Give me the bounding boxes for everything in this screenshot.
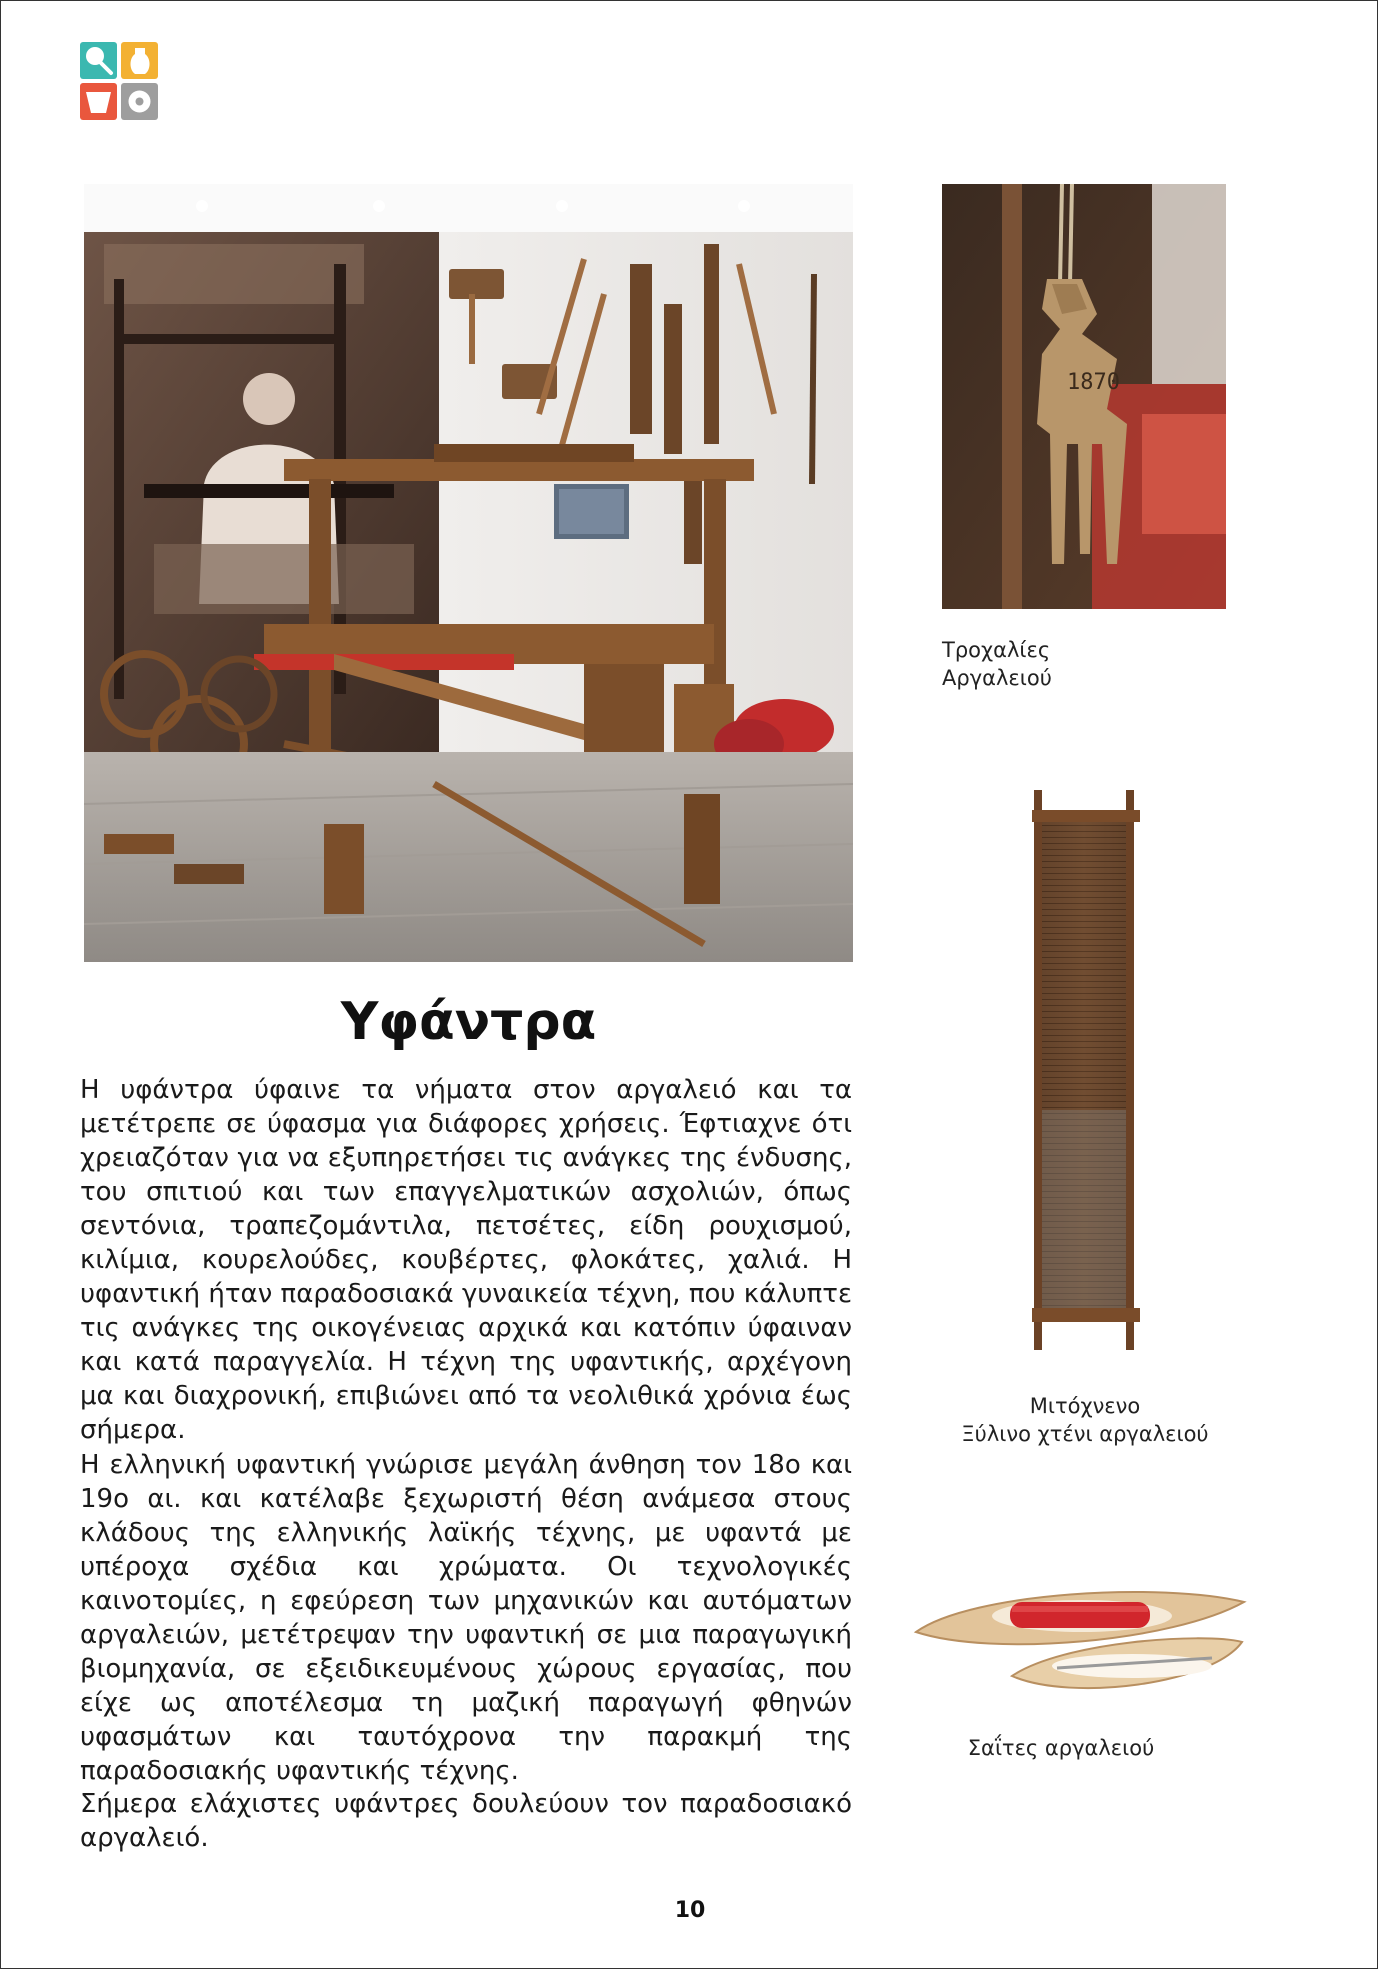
loom-shuttles-image <box>912 1572 1248 1712</box>
reed-caption <box>930 1392 1240 1448</box>
reed-caption-line-2: Ξύλινο χτένι αργαλειού <box>961 1422 1209 1446</box>
pulley-carved-year: 1870 <box>1067 370 1120 395</box>
jug-icon <box>121 42 158 79</box>
loom-exhibit-illustration <box>84 184 853 962</box>
loom-pulleys-photo <box>942 184 1226 609</box>
wooden-reed-image <box>1028 790 1144 1350</box>
paragraph-3: Σήμερα ελάχιστες υφάντρες δουλεύουν τον παραδοσιακό αργαλειό. <box>80 1789 852 1853</box>
paragraph-1: Η υφάντρα ύφαινε τα νήματα στον αργαλειό και τα μετέτρεπε σε ύφασμα για διάφορες χρήσεις. Έφτιαχνε ότι χρειαζόταν για να εξυπηρετήσει τις ανάγκες της ένδυσης, του σπιτιού και των επαγγελματικών ασχολιών, όπως σεντόνια, τραπεζομάντιλα, πετσέτες, είδη ρουχισμού, κιλίμια, κουρελούδες, κουβέρτες, φλοκάτες, χαλιά. Η υφαντική ήταν παραδοσιακά γυναικεία τέχνη, που κάλυπτε τις ανάγκες της οικογένειας αρχικά και κατόπιν ύφαιναν και κατά παραγγελία. Η τέχνη της υφαντικής, αρχέγονη μα και διαχρονική, επιβιώνει από τα νεολιθικά χρόνια έως σήμερα. <box>80 1075 852 1445</box>
paragraph-2: Η ελληνική υφαντική γνώρισε μεγάλη άνθηση τον 18ο και 19ο αι. και κατέλαβε ξεχωριστή θέση ανάμεσα στους κλάδους της ελληνικής λαϊκής τέχνης, με υφαντά με υπέροχα σχέδια και χρώματα. Οι τεχνολογικές καινοτομίες, η εφεύρεση των μηχανικών και αυτόματων αργαλειών, μετέτρεψαν την υφαντική σε μια παραγωγική βιομηχανία, σε εξειδικευμένους χώρους εργασίας, που είχε ως αποτέλεσμα τη μαζική παραγωγή φθηνών υφασμάτων και ταυτόχρονα την παρακμή της παραδοσιακής υφαντικής τέχνης. <box>80 1450 852 1786</box>
loom-exhibit-photo <box>84 184 853 962</box>
page-number: 10 <box>674 1898 706 1923</box>
loom-pulleys-illustration <box>942 184 1226 609</box>
wheel-icon <box>121 83 158 120</box>
spinning-top-icon <box>80 42 117 79</box>
page-title: Υφάντρα <box>340 992 597 1052</box>
pot-icon <box>80 83 117 120</box>
reed-caption-line-1: Μιτόχνενο <box>1029 1394 1141 1418</box>
museum-logo <box>80 42 158 120</box>
shuttles-caption: Σαΐτες αργαλειού <box>967 1736 1155 1760</box>
pulley-caption: Τροχαλίες Αργαλειού <box>942 638 1052 690</box>
